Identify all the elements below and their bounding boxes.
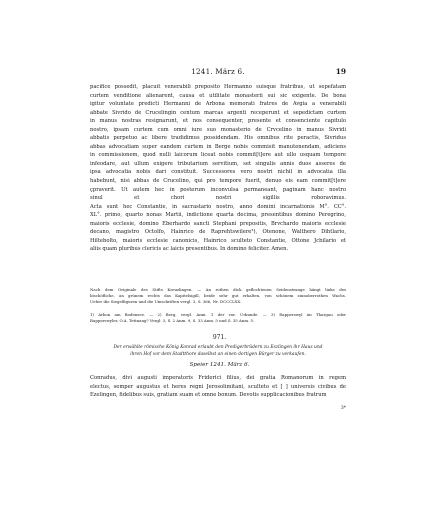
document-number: 971. xyxy=(212,334,227,341)
document-text xyxy=(90,374,346,400)
source-note-line: bischöfliche, an grünem rechts das Kapitelsigill, beide sehr gut erhalten, von schönem zinnoberrothen Wachs. xyxy=(90,293,346,299)
regest-line: ihren Hof vor dem Stadtthore daselbst an einen dortigen Bürger zu verkaufen. xyxy=(130,352,306,358)
text-line: Conradus, divi augusti imperatoris Friderici filius, dei gratia Romanorum in regem xyxy=(90,375,346,381)
page-number: 19 xyxy=(335,67,346,76)
main-text xyxy=(90,83,346,254)
source-note-line: Ueber die Siegelfiguren und die Umschriften vergl. 3, S. 366, Nr. DCCCLXX. xyxy=(90,299,242,305)
header-date: 1241. März 6. xyxy=(191,67,245,76)
text-line: sinul et chori nostri sigillis roboravimus. xyxy=(90,195,346,202)
text-line: infeodare, aut ullum exigere tributarium servitium, set singulis annis duos asseres de xyxy=(90,160,346,167)
regest xyxy=(96,344,340,359)
text-line: in manus nostras resignarunt, et nos consequenter, presente et consenciente capitulo xyxy=(90,118,346,125)
text-line: aliis quam pluribus clericis ac laicis presentibus. In domino feliciter. Amen. xyxy=(90,246,289,253)
footnote-line: Rapperswyler, O.A. Tettnang? Vergl. 3, S. 2 Anm. 9, S. 33 Anm. 5 und S. 35 Anm. 5. xyxy=(90,318,255,324)
text-line: maioris ecclesie, domino Eberhardo sancti Stephani prepositis, Brvchardo maioris ecclesie xyxy=(90,220,346,227)
text-line: electus, semper augustus et heres regni Jerosolimitani, sculteto et [ ] universis civibus de xyxy=(90,383,346,390)
footnotes xyxy=(90,312,346,324)
signature-mark: 3* xyxy=(340,406,346,411)
text-line: igitur voluntate predicti Hermanni de Arbona memorati fratres de Avgia a venerabili xyxy=(90,101,346,108)
text-line: ipsa advocatia nobis dari constituit. Successores vero nostri nichil in advocatia illa xyxy=(90,169,346,176)
footnote-line: 1) Arbon am Bodensee. — 2) Berg, vergl. Anm. 1 der vor. Urkunde. — 3) Rapperswyl im Thurgau oder xyxy=(90,312,346,317)
text-line: in commissionem, quod nulli laicorum liceat nobis commit[t]ere aut ullo usquam tempore xyxy=(90,152,346,159)
text-line: çpraverit. Ut autem hec in posterum inconvulsa permaneant, paginam hanc nostro xyxy=(90,186,346,193)
source-note xyxy=(90,287,346,306)
text-line: decano, magistro Octolfo, Hainrico de Raprehtswilere³), Otenone, Walthero Dihtlario, xyxy=(90,229,346,236)
text-line: Hiltebolto, maioris ecclesie canonicis, Hainrico sculteto Constantie, Ottone Jcbilario et xyxy=(90,237,346,244)
text-line: Acta sunt hec Constantie, in sacrastario nostro, anno domini incarnationis M°. CC°. xyxy=(90,203,346,210)
text-line: abbas advocatiam super eandem curtem in Berge nobis commisit manutenendam, adiciens xyxy=(90,143,346,150)
text-line: abbate Sivrido de Crucelingin centum marcas argenti receperunt et sepedictam curtem xyxy=(90,109,346,116)
text-line: nostro, ipsam curtem cum omni iure suo monasterio de Crvcelino in manus Sivridi xyxy=(90,126,346,133)
text-line: Ezelingen, fidelibus suis, gratiam suam et omne bonum. Devotis supplicacionibus fratrum xyxy=(90,392,327,399)
text-line: XL°. primo, quarto nonas Martii, indictione quarta decima, presentibus domino Peregrino, xyxy=(90,212,346,219)
regest-line: Der erwählte römische König Konrad erlaubt den Predigerbrüdern zu Eszlingen ihr Haus und xyxy=(113,345,323,350)
text-line: habebunt, nisi abbas de Crucelino, qui pro tempore fuerit, denuo eis eam commit[t]ere xyxy=(90,178,346,185)
place-date: Speier 1241. März 6. xyxy=(189,362,250,368)
source-note-line: Nach dem Originale des Stifts Kreuzlingen. — An rothen dick geflochtenen Seidenstrange hängt links des xyxy=(90,287,346,292)
text-line: curtem venditione alienarent, causa et utilitate monasterii sui sic exigente. De bona xyxy=(90,92,346,99)
text-line: abbatis perpetuo ac libere tradidimus possidendam. His omnibus rite peractis, Sivridus xyxy=(90,135,346,142)
text-line: pacifice possedit, placuit venerabili preposito Hermanno suisque fratribus, ut sepefatam xyxy=(90,84,346,90)
page-header xyxy=(90,67,346,77)
